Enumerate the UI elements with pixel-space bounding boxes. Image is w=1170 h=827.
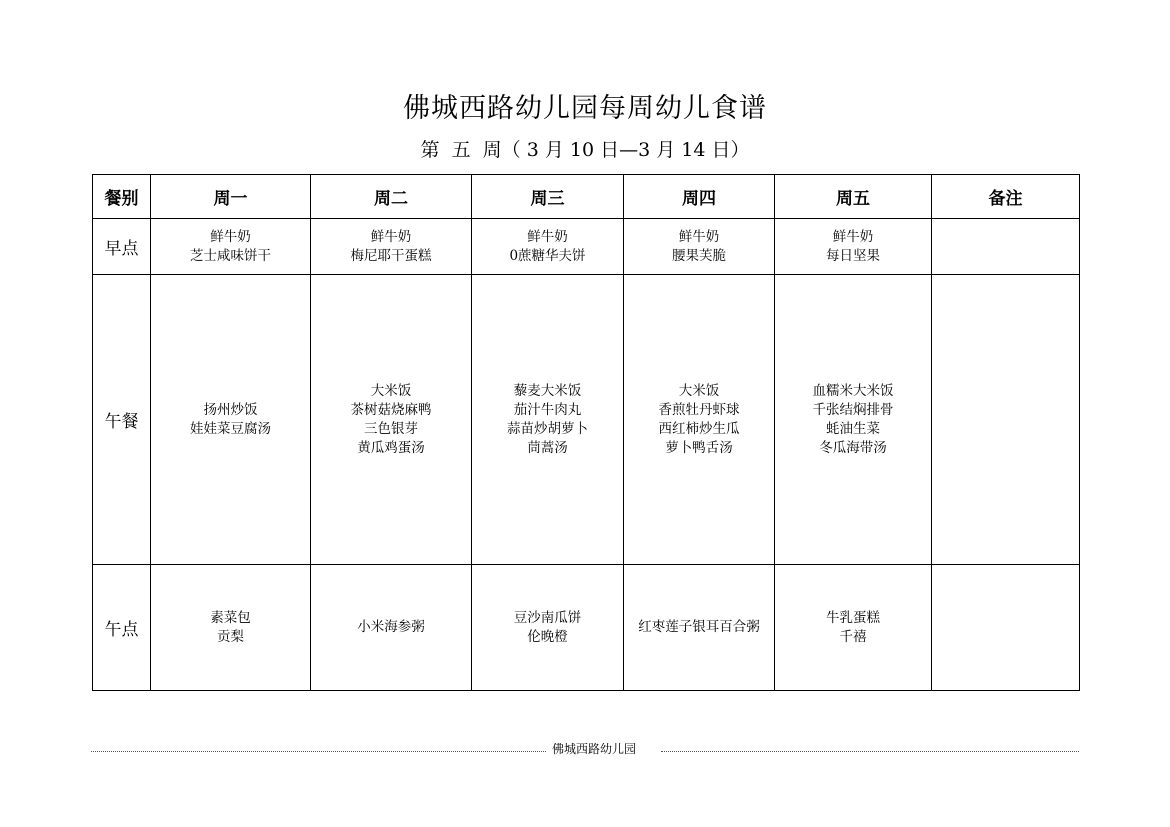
menu-item: 鲜牛奶 <box>527 228 568 245</box>
header-meal-type: 餐别 <box>93 175 151 219</box>
header-notes: 备注 <box>932 175 1080 219</box>
menu-cell-breakfast-thursday <box>624 219 775 275</box>
menu-cell-lunch-notes <box>932 275 1080 565</box>
header-wednesday: 周三 <box>472 175 624 219</box>
menu-item: 芝士咸味饼干 <box>190 247 271 264</box>
menu-item: 西红柿炒生瓜 <box>658 420 740 437</box>
menu-cell-afternoon-snack-monday <box>151 565 311 691</box>
row-label-afternoon-snack: 午点 <box>93 565 151 691</box>
menu-item: 贡梨 <box>217 628 244 645</box>
menu-item: 伦晚橙 <box>527 628 568 645</box>
menu-item: 娃娃菜豆腐汤 <box>190 420 271 437</box>
page-footer <box>91 740 1079 754</box>
menu-cell-afternoon-snack-tuesday <box>311 565 472 691</box>
menu-item: 血糯米大米饭 <box>812 382 894 399</box>
page-title: 佛城西路幼儿园每周幼儿食谱 <box>403 93 767 124</box>
table-row-breakfast <box>93 219 1080 275</box>
menu-cell-afternoon-snack-friday <box>775 565 932 691</box>
menu-cell-afternoon-snack-wednesday <box>472 565 624 691</box>
menu-item: 藜麦大米饭 <box>513 382 582 399</box>
menu-table <box>92 174 1080 691</box>
menu-item: 梅尼耶干蛋糕 <box>350 247 432 264</box>
menu-item: 黄瓜鸡蛋汤 <box>357 439 425 456</box>
menu-item: 0蔗糖华夫饼 <box>509 247 586 264</box>
menu-cell-breakfast-wednesday <box>472 219 624 275</box>
menu-item: 鲜牛奶 <box>678 228 720 245</box>
menu-item: 鲜牛奶 <box>832 228 874 245</box>
menu-item: 腰果芙脆 <box>672 247 726 264</box>
menu-item: 大米饭 <box>678 382 720 399</box>
menu-item: 蚝油生菜 <box>826 420 880 437</box>
menu-item: 每日坚果 <box>826 247 880 264</box>
menu-item: 萝卜鸭舌汤 <box>665 439 733 456</box>
menu-item: 素菜包 <box>210 609 251 626</box>
footer-dotted-line-right <box>661 751 1079 752</box>
menu-item: 牛乳蛋糕 <box>826 609 880 626</box>
menu-item: 茶树菇烧麻鸭 <box>350 401 432 418</box>
menu-item: 鲜牛奶 <box>210 228 251 245</box>
table-header-row <box>93 175 1080 219</box>
menu-item: 鲜牛奶 <box>370 228 412 245</box>
header-thursday: 周四 <box>624 175 775 219</box>
menu-cell-breakfast-monday <box>151 219 311 275</box>
header-friday: 周五 <box>775 175 932 219</box>
menu-cell-lunch-tuesday <box>311 275 472 565</box>
table-row-lunch <box>93 275 1080 565</box>
menu-item: 千张结焖排骨 <box>812 401 894 418</box>
menu-cell-breakfast-friday <box>775 219 932 275</box>
week-subtitle: 第 五 周（ 3 月 10 日—3 月 14 日） <box>420 139 750 161</box>
menu-item: 红枣莲子银耳百合粥 <box>638 619 760 635</box>
menu-item: 茼蒿汤 <box>527 439 568 456</box>
menu-cell-lunch-monday <box>151 275 311 565</box>
menu-item: 三色银芽 <box>364 420 418 437</box>
header-tuesday: 周二 <box>311 175 472 219</box>
menu-cell-afternoon-snack-notes <box>932 565 1080 691</box>
menu-item: 千禧 <box>839 628 867 645</box>
menu-cell-breakfast-notes <box>932 219 1080 275</box>
footer-text: 佛城西路幼儿园 <box>551 742 636 756</box>
menu-cell-lunch-thursday <box>624 275 775 565</box>
menu-cell-lunch-wednesday <box>472 275 624 565</box>
menu-item: 小米海参粥 <box>357 619 425 635</box>
row-label-breakfast: 早点 <box>93 219 151 275</box>
menu-cell-breakfast-tuesday <box>311 219 472 275</box>
menu-cell-lunch-friday <box>775 275 932 565</box>
menu-item: 大米饭 <box>370 382 412 399</box>
table-row-afternoon-snack <box>93 565 1080 691</box>
menu-item: 茄汁牛肉丸 <box>513 401 582 418</box>
menu-item: 蒜苗炒胡萝卜 <box>507 420 588 437</box>
row-label-lunch: 午餐 <box>93 275 151 565</box>
menu-item: 豆沙南瓜饼 <box>513 609 582 626</box>
menu-item: 扬州炒饭 <box>203 401 258 418</box>
menu-item: 冬瓜海带汤 <box>819 439 887 456</box>
menu-item: 香煎牡丹虾球 <box>658 401 740 418</box>
menu-cell-afternoon-snack-thursday <box>624 565 775 691</box>
header-monday: 周一 <box>151 175 311 219</box>
